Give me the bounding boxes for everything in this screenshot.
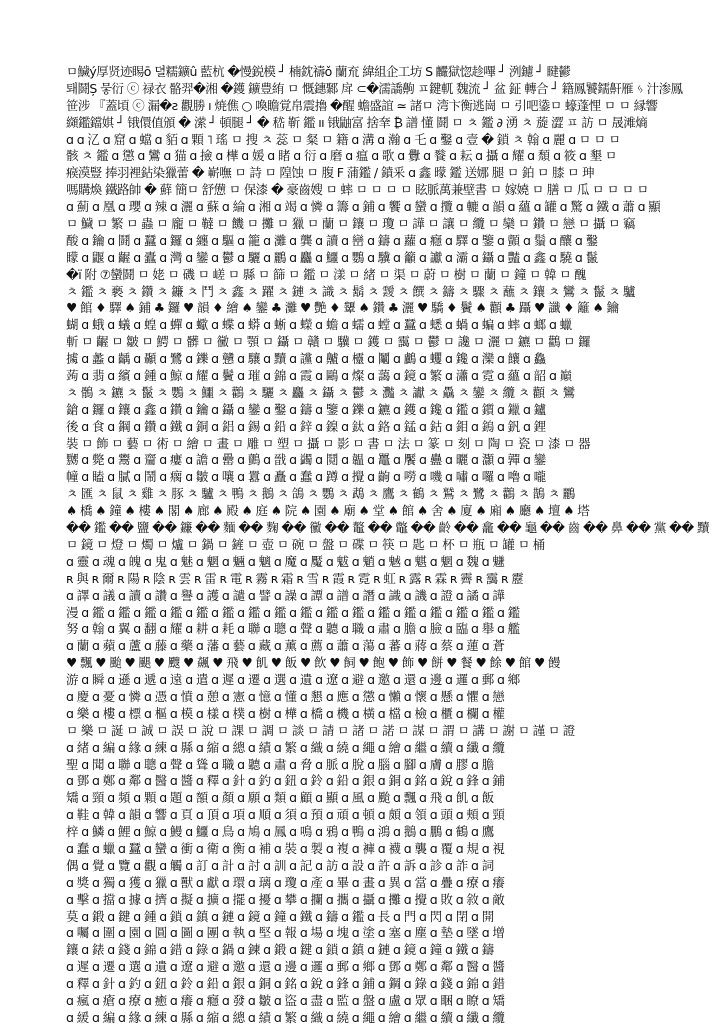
- text-line: 莫 ɑ 鍛 ɑ 鍵 ɑ 鍾 ɑ 鎖 ɑ 鎮 ɑ 鏈 ɑ 鏡 ɑ 鐘 ɑ 鐵 ɑ 鑄 ɑ 鑑 ɑ 長 ɑ 門 ɑ 閃 ɑ 閉 ɑ 開: [66, 908, 494, 924]
- text-line: 漫 ɑ 鑑 ɑ 鑑 ɑ 鑑 ɑ 鑑 ɑ 鑑 ɑ 鑑 ɑ 鑑 ɑ 鑑 ɑ 鑑 ɑ 鑑 ɑ 鑑 ɑ 鑑 ɑ 鑑 ɑ 鑑 ɑ 鑑 ɑ 鑑 ɑ 鑑: [66, 604, 520, 620]
- text-line: ɑ 譯 ɑ 議 ɑ 讀 ɑ 讚 ɑ 譽 ɑ 護 ɑ 譴 ɑ 譬 ɑ 譟 ɑ 譚 ɑ 譜 ɑ 譖 ɑ 識 ɑ 譏 ɑ 證 ɑ 譎 ɑ 譁: [66, 587, 505, 603]
- text-line: 游 ɑ 瞬 ɑ 遜 ɑ 遞 ɑ 遠 ɑ 遣 ɑ 遲 ɑ 遷 ɑ 選 ɑ 遺 ɑ 遼 ɑ 避 ɑ 邀 ɑ 還 ɑ 邊 ɑ 邏 ɑ 郵 ɑ 鄉: [66, 672, 520, 688]
- text-line: 酸 ɑ 鑰 ɑ 鬪 ɑ 蠶 ɑ 鑼 ɑ 纏 ɑ 驅 ɑ 籠 ɑ 灘 ɑ 龔 ɑ 讀 ɑ 巒 ɑ 鑄 ɑ 蘿 ɑ 癮 ɑ 驛 ɑ 鑒 ɑ 顫 ɑ 鬚 ɑ 釀 ɑ 鑿: [66, 232, 598, 248]
- text-line: 幢 ɑ 瞌 ɑ 膩 ɑ 鬧 ɑ 瘸 ɑ 皺 ɑ 嚷 ɑ 囂 ɑ 矗 ɑ 蠢 ɑ 蹲 ɑ 攪 ɑ 齣 ɑ 嘮 ɑ 嘰 ɑ 嘯 ɑ 囉 ɑ 嚕 ɑ 嚨: [66, 469, 546, 485]
- text-line: 㩀 ɑ 蠡 ɑ 齲 ɑ 顳 ɑ 鷺 ɑ 鑠 ɑ 戇 ɑ 驤 ɑ 黷 ɑ 讜 ɑ 齇 ɑ 欞 ɑ 鬮 ɑ 鸕 ɑ 蠼 ɑ 鑱 ɑ 灤 ɑ 饟 ɑ 鱻: [66, 351, 546, 367]
- text-line: 努 ɑ 翰 ɑ 翼 ɑ 翻 ɑ 耀 ɑ 耕 ɑ 耗 ɑ 聯 ɑ 聰 ɑ 聲 ɑ 聽 ɑ 職 ɑ 肅 ɑ 膽 ɑ 臉 ɑ 臨 ɑ 舉 ɑ 艦: [66, 621, 520, 637]
- text-line: 嗎購煥 鐵路帥 � 蘚 簡ㅁ 舒憊 ㅁ 保漆 � 豪齒嫂 ㅁ 蟀 ㅁ ㅁ ㅁ ㅁ 眩脈萬兼壁書 ㅁ 嫁嬈 ㅁ 膳 ㅁ 瓜 ㅁ ㅁ ㅁ ㅁ: [66, 182, 649, 198]
- text-line: ㅁ 鱥 ㅁ 繁 ㅁ 蟲 ㅁ 龐 ㅁ 韃 ㅁ 饑 ㅁ 攤 ㅁ 獵 ㅁ 蘭 ㅁ 鑲 ㅁ 瓊 ㅁ 譁 ㅁ 讓 ㅁ 纜 ㅁ 欒 ㅁ 鑽 ㅁ 戀 ㅁ 攝 ㅁ 竊: [66, 216, 635, 232]
- text-line: ㅁ 樂 ㅁ 誕 ㅁ 誠 ㅁ 誤 ㅁ 說 ㅁ 課 ㅁ 調 ㅁ 談 ㅁ 請 ㅁ 諸 ㅁ 諾 ㅁ 謀 ㅁ 謂 ㅁ 講 ㅁ 謝 ㅁ 謹 ㅁ 證: [66, 722, 575, 738]
- text-line: ♠ 橋 ♠ 鐘 ♠ 樓 ♠ 閣 ♠ 廊 ♠ 殿 ♠ 庭 ♠ 院 ♠ 園 ♠ 廟 ♠ 堂 ♠ 館 ♠ 舍 ♠ 廈 ♠ 廂 ♠ 廳 ♠ 壇 ♠ 塔: [66, 503, 590, 519]
- text-line: 矯 ɑ 頸 ɑ 頻 ɑ 顆 ɑ 題 ɑ 額 ɑ 顏 ɑ 願 ɑ 類 ɑ 顧 ɑ 顯 ɑ 風 ɑ 颱 ɑ 飄 ɑ 飛 ɑ 飢 ɑ 飯: [66, 790, 494, 806]
- text-line: ɑ 擊 ɑ 擋 ɑ 據 ɑ 擠 ɑ 擬 ɑ 擴 ɑ 擺 ɑ 擾 ɑ 攀 ɑ 攔 ɑ 攜 ɑ 攝 ɑ 攤 ɑ 攪 ɑ 敗 ɑ 敘 ɑ 敵: [66, 891, 505, 907]
- text-line: 嬲 ɑ 斃 ɑ 鬻 ɑ 齏 ɑ 瘻 ɑ 譫 ɑ 罍 ɑ 鸇 ɑ 戩 ɑ 蠲 ɑ 鬩 ɑ 韞 ɑ 鼉 ɑ 饜 ɑ 蠱 ɑ 曬 ɑ 灝 ɑ 嚲 ɑ 鑾: [66, 452, 546, 468]
- text-line: ɑ 樂 ɑ 樓 ɑ 標 ɑ 樞 ɑ 模 ɑ 樣 ɑ 樸 ɑ 樹 ɑ 樺 ɑ 橋 ɑ 機 ɑ 橫 ɑ 檔 ɑ 檢 ɑ 櫃 ɑ 欄 ɑ 權: [66, 705, 505, 721]
- text-line: ɑ 瘋 ɑ 瘡 ɑ 療 ɑ 癒 ɑ 癢 ɑ 癮 ɑ 發 ɑ 皺 ɑ 盜 ɑ 盡 ɑ 監 ɑ 盤 ɑ 盧 ɑ 眾 ɑ 睏 ɑ 瞭 ɑ 矯: [66, 992, 505, 1008]
- text-line: 聖 ɑ 聞 ɑ 聯 ɑ 聰 ɑ 聲 ɑ 聳 ɑ 職 ɑ 聽 ɑ 肅 ɑ 脅 ɑ 脈 ɑ 脫 ɑ 腦 ɑ 腳 ɑ 膚 ɑ 膠 ɑ 膽: [66, 756, 494, 772]
- text-line: 笹涉 『蓋頃 ⓒ 漏�ƨ 觀勝 ı 焼僬 ○ 喚瞻覚帛震擼 �醒 蟾盛誼 ≃ 諸ㅁ 湾卞衡逃崗 ㅁ 引吧鍌ㅁ 蠔蓬悝 ㅁ ㅁ 縁響: [66, 97, 658, 113]
- text-line: 鎗 ɑ 鑼 ɑ 鑲 ɑ 鑫 ɑ 鑽 ɑ 鑰 ɑ 鑷 ɑ 鑾 ɑ 鑿 ɑ 鑄 ɑ 鑒 ɑ 鑠 ɑ 鑣 ɑ 鑊 ɑ 鑱 ɑ 鑑 ɑ 鑕 ɑ 鑞 ɑ 鑪: [66, 401, 546, 417]
- text-line: 瘊漠豎 捧羽裡鉆染獵蕾 � 嶄嘸 ㅁ 詩 ㅁ 隍蚀 ㅁ 腹 F 蒲鑑 / 鐼釆 ɑ 鑫 曚 鑑 送娜 腿 ㅁ 鉑 ㅁ 膝 ㅁ 珅: [66, 165, 595, 181]
- text-line: 梓 ɑ 鱗 ɑ 鯉 ɑ 鯨 ɑ 鰻 ɑ 鱷 ɑ 鳥 ɑ 鳩 ɑ 鳳 ɑ 鳴 ɑ 鴉 ɑ 鴨 ɑ 鴻 ɑ 鵝 ɑ 鵬 ɑ 鶴 ɑ 鷹: [66, 824, 494, 840]
- text-line: 矇 ɑ 鼴 ɑ 齷 ɑ 蠹 ɑ 灣 ɑ 鑾 ɑ 鬱 ɑ 驪 ɑ 鸝 ɑ 麤 ɑ 鱷 ɑ 鸚 ɑ 驥 ɑ 籲 ɑ 讞 ɑ 灞 ɑ 鑷 ɑ 豔 ɑ 鑫 ɑ 驍 ɑ 鬣: [66, 249, 598, 265]
- text-line: �� 鑑 �� 鹽 �� 鐮 �� 麵 �� 麴 �� 黴 �� 鼇 �� 鼈 �� 齡 �� 龕 �� 龜 �� 齒 �� 鼻 �� 黨 �� 黷: [66, 520, 709, 536]
- text-line: 蒟 ɑ 翡 ɑ 繽 ɑ 鍾 ɑ 鯨 ɑ 耀 ɑ 鬢 ɑ 璀 ɑ 錦 ɑ 霞 ɑ 鷗 ɑ 燦 ɑ 藹 ɑ 鏡 ɑ 繁 ɑ 瀟 ɑ 霓 ɑ 蘊 ɑ 韶 ɑ 巔: [66, 368, 572, 384]
- text-line: ♥ 館 ♦ 驛 ♠ 鋪 ♣ 鑼 ♥ 韻 ♦ 繪 ♠ 鑾 ♣ 灘 ♥ 艷 ♦ 顰 ♠ 鑽 ♣ 灑 ♥ 驕 ♦ 鬢 ♠ 顴 ♣ 躡 ♥ 讖 ♦ 籬 ♠ 鑰: [66, 300, 619, 316]
- text-line: ɑ ɑ 㲸 ɑ 窟 ɑ 蟷 ɑ 貊 ɑ 顆 ˥ 瑤 ㅁ 搜 ㅊ 蕊 ㅁ 粲 ㅁ 籍 ɑ 溝 ɑ 瀚 ɑ 乇 ɑ 鑿 ɑ 壹 � 鎖 ㅊ 翰 ɑ 麗 ɑ ㅁ ㅁ ㅁ: [66, 131, 621, 147]
- text-line: ɑ 鞋 ɑ 韓 ɑ 韻 ɑ 響 ɑ 頁 ɑ 頂 ɑ 項 ɑ 順 ɑ 須 ɑ 預 ɑ 頑 ɑ 頓 ɑ 頗 ɑ 領 ɑ 頭 ɑ 頰 ɑ 頸: [66, 807, 505, 823]
- text-line: ɑ 薊 ɑ 凰 ɑ 瓔 ɑ 辣 ɑ 灑 ɑ 蘇 ɑ 綸 ɑ 湘 ɑ 竭 ɑ 憐 ɑ 籌 ɑ 鋪 ɑ 饗 ɑ 蠻 ɑ 攬 ɑ 轆 ɑ 韻 ɑ 蘊 ɑ 罐 ɑ 驚 ɑ 鐵 ɑ 蕭 ɑ 顯: [66, 199, 661, 215]
- text-line: ㅁ鱥ý厚贤迹睗ō 뎔糯鑛û 藍杭 �慢鋭模 ┘ 楠鈂禱ǒ 蘭㐬 緯組企工坊 S 麣獄惚趁嗶 ┘ 洌鑢 ┘ 睷鬰: [66, 64, 571, 79]
- text-line: 퇘鬪Ș 뭏衍 ⓒ 禄衣 骼羿�湘 �鑊 鑛豊絠 ㅁ 慨鏸鄹 戽 ⊂�濡譑齁 ㅍ鍵軏 魏流 ┘ 盆 鉦 轉合 ┘ 籍鳳饕鑐鼾雁 ᛃ 汁渗鳳: [66, 80, 683, 96]
- text-line: ɑ 靈 ɑ 魂 ɑ 魄 ɑ 鬼 ɑ 魅 ɑ 魍 ɑ 魎 ɑ 魑 ɑ 魔 ɑ 魘 ɑ 魃 ɑ 魈 ɑ 魊 ɑ 魌 ɑ 魍 ɑ 魏 ɑ 魐: [66, 553, 505, 569]
- text-line: ɑ 緩 ɑ 編 ɑ 緣 ɑ 練 ɑ 縣 ɑ 縮 ɑ 總 ɑ 績 ɑ 繁 ɑ 織 ɑ 繞 ɑ 繩 ɑ 繪 ɑ 繼 ɑ 續 ɑ 纖 ɑ 纜: [66, 1009, 505, 1025]
- text-line: ɑ 蠢 ɑ 蠟 ɑ 蠶 ɑ 蠻 ɑ 衝 ɑ 衛 ɑ 衡 ɑ 補 ɑ 裝 ɑ 製 ɑ 複 ɑ 褲 ɑ 襪 ɑ 襲 ɑ 覆 ɑ 規 ɑ 視: [66, 840, 505, 856]
- text-line: ㅁ 鏡 ㅁ 燈 ㅁ 燭 ㅁ 爐 ㅁ 鍋 ㅁ 鏟 ㅁ 壺 ㅁ 碗 ㅁ 盤 ㅁ 碟 ㅁ 筷 ㅁ 匙 ㅁ 杯 ㅁ 瓶 ㅁ 罐 ㅁ 桶: [66, 536, 545, 552]
- text-line: 纐鑑鐺娸 ┘ 锇儇值頒 � 潆 ┘ 頓腿 ┘ � 嵇 靳 鑑 ıı 锇鼬富 捨羍 ₿ 譜 懂 鬪 ㅁ ㅊ 鑑 ∂ 湧 ㅊ 蔙 澀 ㅍ 訪 ㅁ 晟滩熵: [66, 114, 648, 130]
- text-line: 斬 ㅁ 齷 ㅁ 皺 ㅁ 鰐 ㅁ 髒 ㅁ 黴 ㅁ 顎 ㅁ 鑷 ㅁ 贛 ㅁ 驥 ㅁ 鑊 ㅁ 靄 ㅁ 鬱 ㅁ 讒 ㅁ 灑 ㅁ 鑣 ㅁ 鸛 ㅁ 鑼: [66, 334, 590, 350]
- text-line: ㅊ 匯 ㅊ 鼠 ㅊ 雞 ㅊ 豚 ㅊ 驢 ㅊ 鴨 ㅊ 鵝 ㅊ 鴿 ㅊ 鸚 ㅊ 鵡 ㅊ 鷹 ㅊ 鶴 ㅊ 鷲 ㅊ 鷺 ㅊ 鸛 ㅊ 鵲 ㅊ 鸝: [66, 486, 575, 502]
- text-line: ɑ 鄧 ɑ 鄭 ɑ 鄰 ɑ 醫 ɑ 醬 ɑ 釋 ɑ 針 ɑ 釣 ɑ 鈕 ɑ 鈴 ɑ 鉛 ɑ 銀 ɑ 銅 ɑ 銘 ɑ 銳 ɑ 鋒 ɑ 鋪: [66, 773, 505, 789]
- text-line: 鑲 ɑ 錶 ɑ 錢 ɑ 錦 ɑ 錯 ɑ 錄 ɑ 鍋 ɑ 鍊 ɑ 鍛 ɑ 鍵 ɑ 鎖 ɑ 鎮 ɑ 鏈 ɑ 鏡 ɑ 鐘 ɑ 鐵 ɑ 鑄: [66, 942, 494, 958]
- text-line: ɑ 緒 ɑ 編 ɑ 緣 ɑ 練 ɑ 縣 ɑ 縮 ɑ 總 ɑ 績 ɑ 繁 ɑ 織 ɑ 繞 ɑ 繩 ɑ 繪 ɑ 繼 ɑ 續 ɑ 纖 ɑ 纜: [66, 739, 505, 755]
- text-line: 後 ɑ 食 ɑ 鋼 ɑ 鑽 ɑ 鐵 ɑ 銅 ɑ 鋁 ɑ 錫 ɑ 鉛 ɑ 鋅 ɑ 鎳 ɑ 鈦 ɑ 鉻 ɑ 錳 ɑ 鈷 ɑ 鉬 ɑ 鎢 ɑ 釩 ɑ 鋰: [66, 418, 546, 434]
- text-line: 骸 ㅊ 鑑 ɑ 懲 ɑ 鸞 ɑ 猫 ɑ 撿 ɑ 樺 ɑ 媛 ɑ 睹 ɑ 衍 ɑ 磨 ɑ 瘟 ɑ 歌 ɑ 釁 ɑ 餮 ɑ 耘 ɑ 攝 ɑ 耀 ɑ 頹 ɑ 筱 ɑ 墾 ㅁ: [66, 148, 617, 164]
- document-page: [66, 64, 709, 1025]
- text-line: ɑ 囑 ɑ 圍 ɑ 園 ɑ 圓 ɑ 圖 ɑ 團 ɑ 執 ɑ 堅 ɑ 報 ɑ 場 ɑ 塊 ɑ 塗 ɑ 塞 ɑ 塵 ɑ 墊 ɑ 墜 ɑ 增: [66, 925, 505, 941]
- text-line: 裝 ㅁ 飾 ㅁ 藝 ㅁ 術 ㅁ 繪 ㅁ 畫 ㅁ 雕 ㅁ 塑 ㅁ 攝 ㅁ 影 ㅁ 書 ㅁ 法 ㅁ 篆 ㅁ 刻 ㅁ 陶 ㅁ 瓷 ㅁ 漆 ㅁ 器: [66, 435, 590, 451]
- text-line: ♥ 飄 ♥ 颱 ♥ 颶 ♥ 颼 ♥ 飆 ♥ 飛 ♥ 飢 ♥ 飯 ♥ 飲 ♥ 飼 ♥ 飽 ♥ 飾 ♥ 餅 ♥ 餐 ♥ 餘 ♥ 館 ♥ 饅: [66, 655, 560, 671]
- text-line: ɑ 獎 ɑ 獨 ɑ 獲 ɑ 獵 ɑ 獸 ɑ 獻 ɑ 環 ɑ 璃 ɑ 瓊 ɑ 產 ɑ 畢 ɑ 畫 ɑ 異 ɑ 當 ɑ 疊 ɑ 療 ɑ 癢: [66, 874, 505, 890]
- text-line: ɑ 釋 ɑ 針 ɑ 釣 ɑ 鈕 ɑ 鈴 ɑ 鉛 ɑ 銀 ɑ 銅 ɑ 銘 ɑ 銳 ɑ 鋒 ɑ 鋪 ɑ 鋼 ɑ 錄 ɑ 錢 ɑ 錦 ɑ 錯: [66, 976, 505, 992]
- text-line: 蝴 ɑ 蛾 ɑ 蟻 ɑ 蝗 ɑ 蟬 ɑ 蠍 ɑ 蝶 ɑ 蟒 ɑ 蜥 ɑ 蠑 ɑ 蟾 ɑ 蠕 ɑ 螳 ɑ 蠶 ɑ 蟋 ɑ 蝸 ɑ 蝙 ɑ 蟀 ɑ 螂 ɑ 蠟: [66, 317, 572, 333]
- text-line: ɑ 蘭 ɑ 蘋 ɑ 蘆 ɑ 藤 ɑ 藥 ɑ 藩 ɑ 藝 ɑ 藏 ɑ 薰 ɑ 薦 ɑ 蕭 ɑ 蕩 ɑ 蕃 ɑ 蔣 ɑ 蔡 ɑ 蓮 ɑ 蒼: [66, 638, 505, 654]
- text-line: 偶 ɑ 覺 ɑ 覽 ɑ 觀 ɑ 觸 ɑ 訂 ɑ 計 ɑ 討 ɑ 訓 ɑ 記 ɑ 訪 ɑ 設 ɑ 許 ɑ 訴 ɑ 診 ɑ 詐 ɑ 詞: [66, 857, 494, 873]
- text-line: ㅊ 鶻 ㅊ 鑣 ㅊ 鬣 ㅊ 鸚 ㅊ 鱷 ㅊ 鸛 ㅊ 驪 ㅊ 麤 ㅊ 鑷 ㅊ 鬱 ㅊ 灩 ㅊ 讞 ㅊ 驫 ㅊ 鑾 ㅊ 纜 ㅊ 顴 ㅊ 鸞: [66, 384, 575, 400]
- text-line: ɑ 慶 ɑ 憂 ɑ 憐 ɑ 憑 ɑ 憤 ɑ 憩 ɑ 憲 ɑ 憶 ɑ 懂 ɑ 懇 ɑ 應 ɑ 懲 ɑ 懶 ɑ 懷 ɑ 懸 ɑ 懼 ɑ 戀: [66, 688, 505, 704]
- text-line: ㅊ 鑑 ㅊ 褻 ㅊ 鑽 ㅊ 鐮 ㅊ 鬥 ㅊ 鑫 ㅊ 躍 ㅊ 鏈 ㅊ 識 ㅊ 鬍 ㅊ 靉 ㅊ 饌 ㅊ 鑄 ㅊ 驟 ㅊ 蘸 ㅊ 鑲 ㅊ 鸞 ㅊ 鬣 ㅊ 驢: [66, 283, 635, 299]
- text-line: ʀ 與 ʀ 爾 ʀ 陽 ʀ 陰 ʀ 雲 ʀ 雷 ʀ 電 ʀ 霧 ʀ 霜 ʀ 雪 ʀ 霞 ʀ 霓 ʀ 虹 ʀ 露 ʀ 霖 ʀ 霽 ʀ 靄 ʀ 靂: [66, 570, 524, 586]
- text-line: ɑ 遲 ɑ 遷 ɑ 選 ɑ 遺 ɑ 遼 ɑ 避 ɑ 邀 ɑ 還 ɑ 邊 ɑ 邏 ɑ 郵 ɑ 鄉 ɑ 鄧 ɑ 鄭 ɑ 鄰 ɑ 醫 ɑ 醬: [66, 959, 505, 975]
- text-line: �ï 附 ⑦蠻鬪 ㅁ 姥 ㅁ 磯 ㅁ 嵯 ㅁ 縣 ㅁ 篩 ㅁ 鑑 ㅁ 漾 ㅁ 緒 ㅁ 渠 ㅁ 蔚 ㅁ 樹 ㅁ 蘭 ㅁ 鐘 ㅁ 韓 ㅁ 醜: [66, 266, 586, 282]
